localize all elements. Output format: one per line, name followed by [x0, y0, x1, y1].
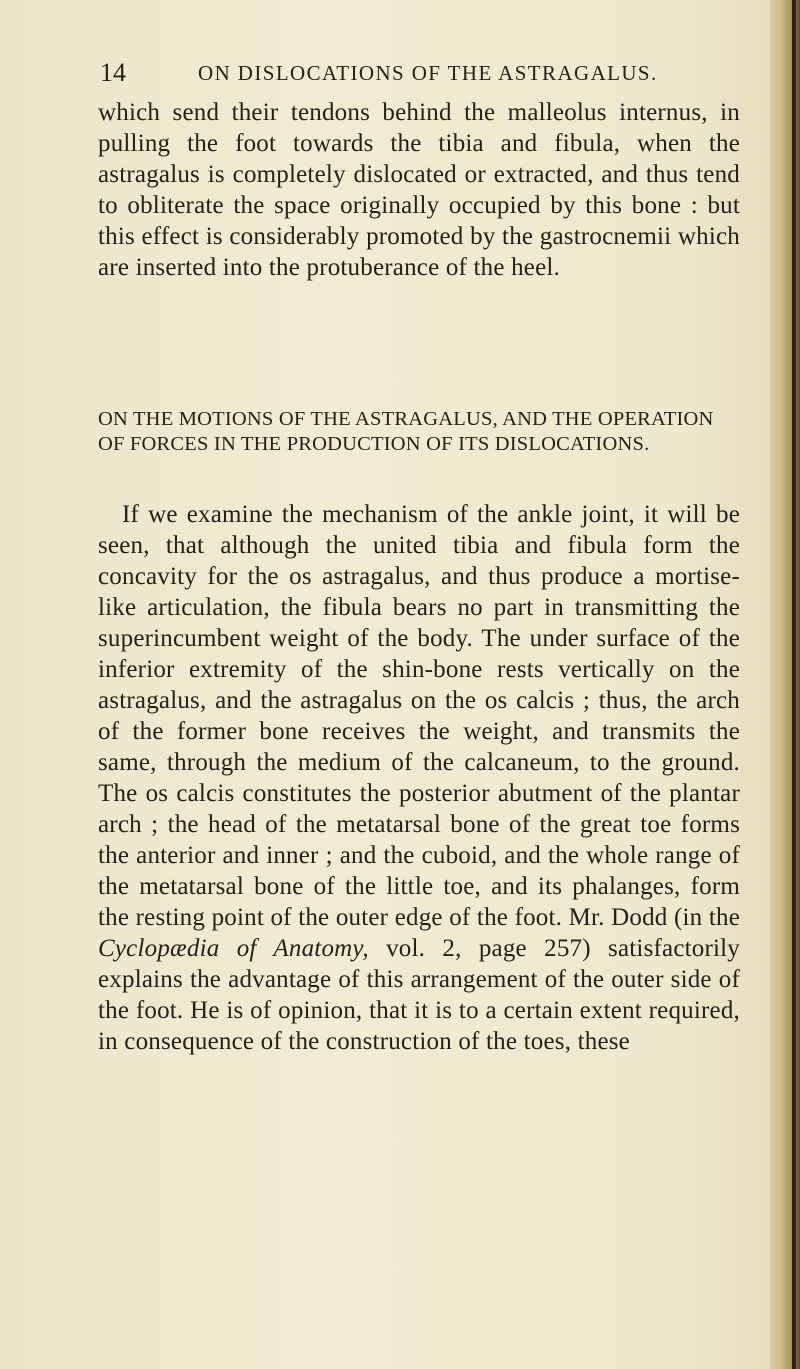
body-text	[98, 499, 740, 1057]
continuation-text: which send their tendons behind the malleolus internus, in pulling the foot towards the tibia and fibula, when the astragalus is completely dislocated or extracted, and thus tend to obliterate the space originally occupied by this bone : but this effect is considerably promoted by the gastrocnemii which are inserted into the protuberance of the heel.	[98, 99, 740, 281]
running-head: ON DISLOCATIONS OF THE ASTRAGALUS.	[198, 61, 658, 85]
page-header	[100, 55, 660, 91]
page-edge-shadow	[770, 0, 800, 1369]
body-text-part2: vol. 2, page 257) satisfactorily explains the advantage of this arrangement of the outer side of the foot. He is of opinion, that it is to a certain extent required, in consequence of the construction of the toes, these	[98, 935, 740, 1055]
section-heading: ON THE MOTIONS OF THE ASTRAGALUS, AND THE OPERATION OF FORCES IN THE PRODUCTION OF ITS DISLOCATIONS.	[98, 408, 714, 455]
body-text-part1: If we examine the mechanism of the ankle joint, it will be seen, that although the united tibia and fibula form the concavity for the os astragalus, and thus produce a mortise-like articulation, the fibula bears no part in transmitting the superincumbent weight of the body. The under surface of the inferior extremity of the shin-bone rests vertically on the astragalus, and the astragalus on the os calcis ; thus, the arch of the former bone receives the weight, and transmits the same, through the medium of the calcaneum, to the ground. The os calcis constitutes the posterior abutment of the plantar arch ; the head of the metatarsal bone of the great toe forms the anterior and inner ; and the cuboid, and the whole range of the metatarsal bone of the little toe, and its phalanges, form the resting point of the outer edge of the foot. Mr. Dodd (in the	[98, 501, 740, 931]
page-number: 14	[100, 58, 126, 87]
continuation-paragraph	[98, 97, 740, 283]
citation-title: Cyclopædia of Anatomy,	[98, 935, 369, 962]
body-paragraph	[98, 499, 740, 1057]
